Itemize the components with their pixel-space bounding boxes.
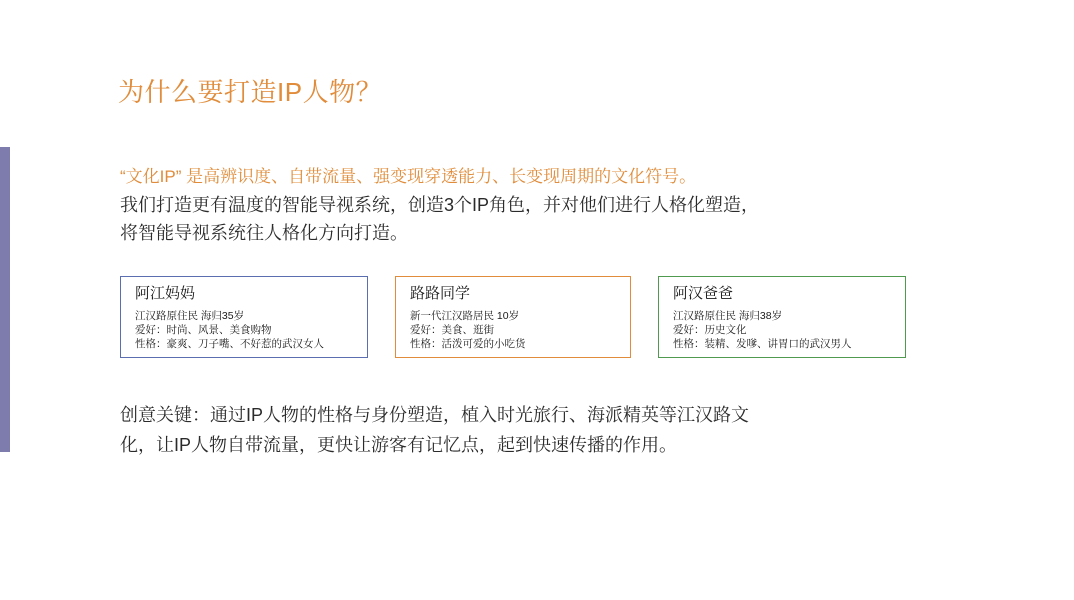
persona-card-line: 爱好：美食、逛街 bbox=[410, 324, 494, 336]
persona-card-line: 江汉路原住民 海归35岁 bbox=[135, 310, 245, 322]
persona-card-line: 性格：装精、发嗲、讲胃口的武汉男人 bbox=[673, 338, 852, 350]
persona-card-line: 新一代江汉路居民 10岁 bbox=[410, 310, 520, 322]
persona-card-line: 爱好：历史文化 bbox=[673, 324, 747, 336]
footer-line-2: 化，让IP人物自带流量，更快让游客有记忆点，起到快速传播的作用。 bbox=[120, 435, 678, 455]
persona-card-title: 路路同学 bbox=[410, 285, 471, 302]
persona-card bbox=[120, 276, 368, 358]
persona-card-line: 性格：豪爽、刀子嘴、不好惹的武汉女人 bbox=[135, 338, 324, 350]
page-title: 为什么要打造IP人物？ bbox=[118, 77, 383, 107]
footer-line-1: 创意关键：通过IP人物的性格与身份塑造，植入时光旅行、海派精英等江汉路文 bbox=[120, 405, 750, 425]
persona-card-title: 阿江妈妈 bbox=[135, 285, 196, 302]
footer-paragraph bbox=[120, 400, 920, 460]
persona-card-line: 性格：活泼可爱的小吃货 bbox=[410, 338, 526, 350]
lead-body-line-1: 我们打造更有温度的智能导视系统，创造3个IP角色，并对他们进行人格化塑造， bbox=[120, 195, 760, 215]
persona-card-group bbox=[120, 276, 960, 360]
lead-highlight: “文化IP” 是高辨识度、自带流量、强变现穿透能力、长变现周期的文化符号。 bbox=[120, 167, 697, 186]
persona-card-line: 爱好：时尚、风景、美食购物 bbox=[135, 324, 272, 336]
persona-card bbox=[395, 276, 631, 358]
persona-card bbox=[658, 276, 906, 358]
lead-body-line-2: 将智能导视系统往人格化方向打造。 bbox=[120, 223, 408, 243]
persona-card-title: 阿汉爸爸 bbox=[673, 285, 734, 302]
accent-bar bbox=[0, 147, 10, 452]
lead-paragraph bbox=[120, 163, 980, 247]
persona-card-line: 江汉路原住民 海归38岁 bbox=[673, 310, 783, 322]
